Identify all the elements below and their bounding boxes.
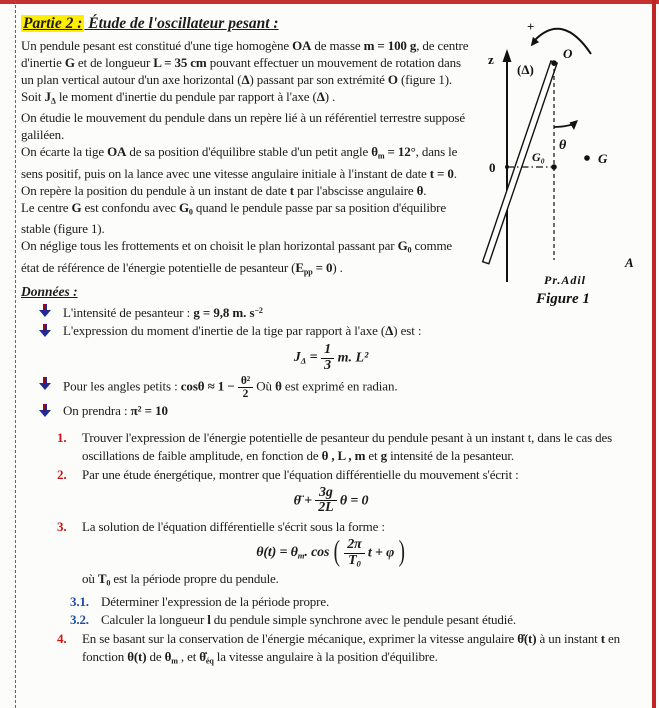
point-G-label: G <box>598 151 608 166</box>
equation-lhs: $\theta(t) = \theta_m$. cos <box>256 545 330 561</box>
donnees-item-pi <box>39 402 641 421</box>
down-arrow-bullet-icon <box>39 402 63 421</box>
fraction: $\frac{3g}{2L}$ <box>315 486 336 516</box>
point-G0-label: G₀ <box>532 150 545 164</box>
down-arrow-bullet-icon <box>39 322 63 341</box>
equation-rhs: m. L² <box>337 350 369 366</box>
question-text: En se basant sur la conservation de l'énergie mécanique, exprimer la vitesse angulaire θ̇(t) à un instant t en fonction θ(t) de $\theta_m$ , et $\thetȧ_{éq}$ la vitesse angulaire à la position d'équilibre. <box>82 630 621 666</box>
sub-question-number: 3.2. <box>70 611 89 627</box>
question-2 <box>21 466 641 484</box>
equation-differentielle <box>21 486 641 516</box>
question-number: 3. <box>57 518 67 534</box>
section-title <box>21 15 641 33</box>
sub-question-text: Déterminer l'expression de la période propre. <box>101 593 330 609</box>
question-number: 4. <box>57 630 67 646</box>
left-dashed-margin <box>15 0 16 708</box>
question-3-1 <box>70 593 637 611</box>
fraction: $\frac{2\pi}{T_0}$ <box>344 538 364 568</box>
figure-caption: Figure 1 <box>536 291 590 306</box>
question-3 <box>21 518 641 536</box>
down-arrow-bullet-icon <box>39 375 63 400</box>
intro-paragraph-4: On écarte la tige OA de sa position d'équilibre stable d'un petit angle $\theta_m = 12^\circ$, dans le sens positif, puis on la lance avec une vitesse angulaire initiale à l'instant de date t = 0. <box>21 144 458 181</box>
right-red-border <box>652 0 656 708</box>
question-3-note <box>21 570 641 628</box>
point-O-label: O <box>563 46 573 61</box>
sub-question-text: Calculer la longueur l du pendule simple synchrone avec le pendule pesant étudié. <box>101 611 516 627</box>
donnees-item-text: On prendra : π² = 10 <box>63 402 168 418</box>
intro-text <box>21 37 473 280</box>
down-arrow-bullet-icon <box>39 302 63 321</box>
donnees-item-text: Pour les angles petits : cosθ ≈ 1 − $\frac{\text{θ²}}{2}$ Où θ est exprimé en radian. <box>63 375 398 401</box>
question-3-2 <box>70 611 637 629</box>
question-number: 2. <box>57 466 67 482</box>
fraction: $\frac{1}{3}$ <box>321 343 334 373</box>
donnees-item-gravity <box>39 302 641 321</box>
origin-label: 0 <box>489 160 496 175</box>
question-4 <box>21 630 641 670</box>
question-text: Trouver l'expression de l'énergie potentielle de pesanteur du pendule pesant à un instant t, dans le cas des oscillations de faible amplitude, en fonction de θ , L , m et g intensité de la pesanteur. <box>82 429 613 463</box>
question-text: Par une étude énergétique, montrer que l'équation différentielle du mouvement s'écrit : <box>82 466 519 482</box>
sub-question-number: 3.1. <box>70 593 89 609</box>
question-number: 1. <box>57 429 67 445</box>
equation-lhs: $J_\Delta$ = <box>293 350 318 367</box>
donnees-heading: Données : <box>21 284 78 300</box>
document-content <box>21 10 641 671</box>
question-note-text: où $T_0$ est la période propre du pendule. <box>82 571 279 588</box>
intro-paragraph-7: On néglige tous les frottements et on choisit le plan horizontal passant par $G_0$ comme état de référence de l'énergie potentielle de pesanteur $(E_{pp} = 0)$ . <box>21 238 453 277</box>
questions-list <box>21 429 641 671</box>
equation-lhs: θ̈ + <box>293 492 312 508</box>
intro-paragraph-5: On repère la position du pendule à un instant de date t par l'abscisse angulaire θ. <box>21 182 427 198</box>
equation-solution <box>21 538 641 568</box>
intro-paragraph-3: On étudie le mouvement du pendule dans un repère lié à un référentiel terrestre supposé galiléen. <box>21 110 465 143</box>
section-title-highlight: Partie 2 : <box>23 15 83 32</box>
intro-paragraph-1: Un pendule pesant est constitué d'une tige homogène OA de masse m = 100 g, de centre d'inertie G et de longueur L = 35 cm pouvant effectuer un mouvement de rotation dans un plan vertical autour d'un axe horizontal (Δ) passant par son extrémité O (figure 1). <box>21 38 469 87</box>
fraction: $\frac{\text{θ²}}{2}$ <box>238 375 253 400</box>
delta-axis-label: (Δ) <box>517 62 534 77</box>
positive-direction-label: + <box>527 19 535 34</box>
donnees-item-text: L'expression du moment d'inertie de la tige par rapport à l'axe (Δ) est : <box>63 323 422 339</box>
close-paren: ) <box>398 536 405 569</box>
intro-paragraph-2: Soit $J_\Delta$ le moment d'inertie du pendule par rapport à l'axe (Δ) . <box>21 89 336 106</box>
question-1 <box>21 429 641 465</box>
equation-moment-inertie <box>21 343 641 373</box>
question-text: La solution de l'équation différentielle s'écrit sous la forme : <box>82 518 385 534</box>
donnees-item-inertia <box>39 322 641 341</box>
equation-rhs: t + φ <box>367 545 395 561</box>
donnees-item-text: L'intensité de pesanteur : g = 9,8 m. $s^{-2}$ <box>63 305 263 321</box>
theta-label: θ <box>559 138 567 153</box>
z-axis-label: z <box>488 52 494 67</box>
open-paren: ( <box>333 536 340 569</box>
intro-paragraph-6: Le centre G est confondu avec $G_0$ quand le pendule passe par sa position d'équilibre stable (figure 1). <box>21 199 446 237</box>
section-title-rest: Étude de l'oscillateur pesant : <box>84 15 279 32</box>
point-A-label: A <box>625 255 634 270</box>
donnees-item-small-angles <box>39 375 641 400</box>
equation-rhs: θ = 0 <box>339 492 369 508</box>
author-signature: Pr.Adil <box>543 273 587 287</box>
